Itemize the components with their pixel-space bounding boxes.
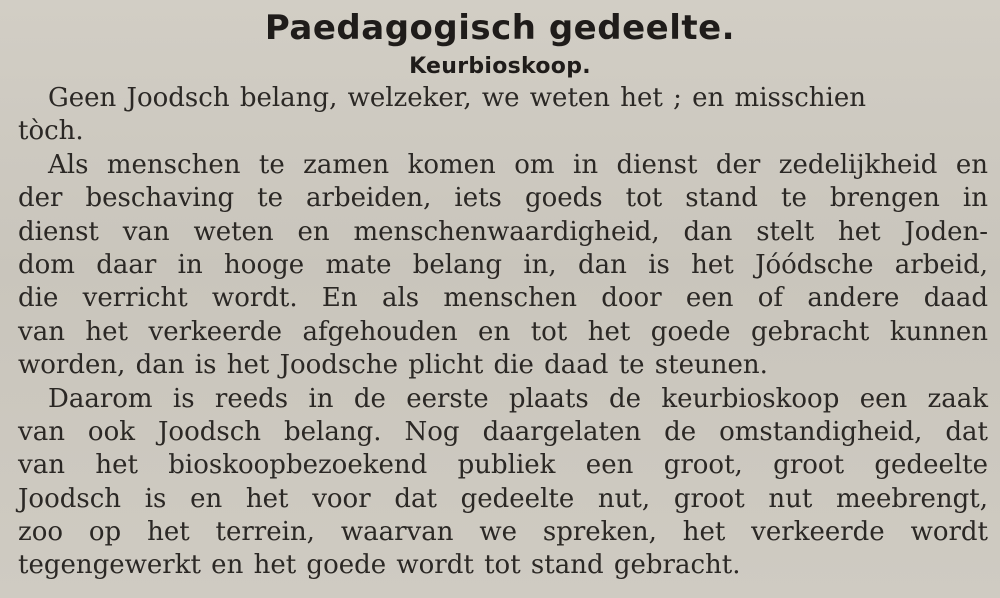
text-line: die verricht wordt. En als menschen door een of andere daad	[18, 283, 988, 314]
text-line: dom daar in hooge mate belang in, dan is het Jóódsche arbeid,	[18, 249, 988, 280]
text-line: Als menschen te zamen komen om in dienst der zedelijkheid en	[48, 149, 988, 180]
text-line: van ook Joodsch belang. Nog daargelaten de omstandigheid, dat	[18, 416, 988, 447]
text-line: Geen Joodsch belang, welzeker, we weten het ; en misschien	[48, 83, 866, 113]
text-line: van het verkeerde afgehouden en tot het goede gebracht kunnen	[18, 316, 988, 347]
text-line: der beschaving te arbeiden, iets goeds tot stand te brengen in	[18, 183, 988, 214]
text-line: Daarom is reeds in de eerste plaats de keurbioskoop een zaak	[48, 383, 988, 414]
text-line: van het bioskoopbezoekend publiek een groot, groot gedeelte	[18, 450, 988, 481]
article-body	[18, 82, 988, 583]
text-line: worden, dan is het Joodsche plicht die daad te steunen.	[18, 350, 768, 381]
article-subtitle: Keurbioskoop.	[409, 54, 591, 79]
text-line: dienst van weten en menschenwaardigheid, dan stelt het Joden-	[18, 216, 988, 247]
text-line: Joodsch is en het voor dat gedeelte nut, groot nut meebrengt,	[18, 483, 988, 514]
section-title: Paedagogisch gedeelte.	[264, 8, 736, 48]
text-line: zoo op het terrein, waarvan we spreken, het verkeerde wordt	[18, 517, 988, 548]
text-line: tòch.	[18, 116, 84, 147]
text-line: tegengewerkt en het goede wordt tot stand gebracht.	[18, 550, 741, 581]
